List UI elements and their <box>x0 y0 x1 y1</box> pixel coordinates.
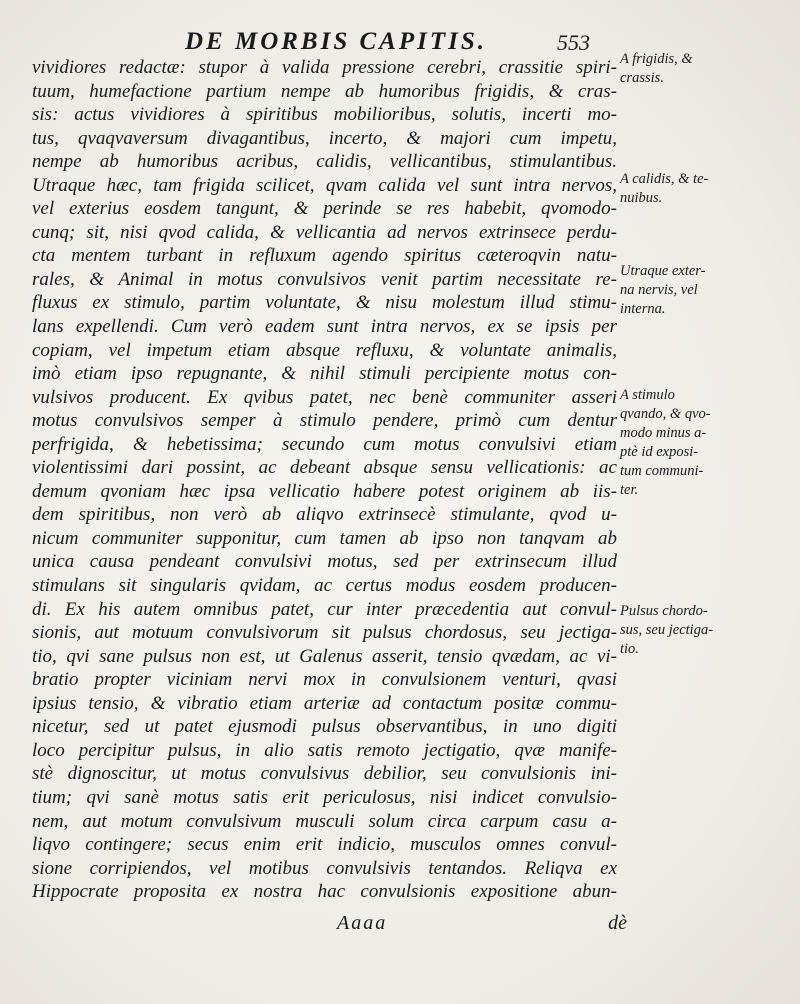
text-line: cunq; sit, nisi qvod calida, & vellicantia ad nervos extrinsece perdu- <box>32 221 617 243</box>
margin-note-line: sus, seu jectiga- <box>620 622 714 638</box>
margin-note-line: A calidis, & te- <box>620 171 709 187</box>
running-head: DE MORBIS CAPITIS. <box>185 28 487 55</box>
text-line: nicetur, sed ut patet ejusmodi pulsus observantibus, in uno digiti <box>32 716 617 738</box>
text-line: tio, qvi sane pulsus non est, ut Galenus asserit, tensio qvædam, ac vi- <box>32 645 617 667</box>
text-line: sis: actus vividiores à spiritibus mobilioribus, solutis, incerti mo- <box>32 104 617 126</box>
text-line: vividiores redactæ: stupor à valida pressione cerebri, crassitie spiri- <box>32 57 617 78</box>
text-line: loco percipitur pulsus, in alio satis remoto jectigatio, qvæ manife- <box>32 739 617 761</box>
margin-note-line: nuibus. <box>620 190 663 206</box>
text-line: lans expellendi. Cum verò eadem sunt intra nervos, ex se ipsis per <box>32 316 617 338</box>
signature-mark: Aaaa <box>337 912 388 934</box>
text-line: fluxus ex stimulo, partim voluntate, & nisu molestum illud stimu- <box>32 292 617 314</box>
margin-notes <box>620 0 800 1004</box>
text-line: bratio propter viciniam nervi mox in convulsionem venturi, qvasi <box>32 669 617 691</box>
text-line: di. Ex his autem omnibus patet, cur inter præcedentia aut convul- <box>32 598 617 620</box>
margin-note-line: ptè id exposi- <box>620 444 699 460</box>
text-line: copiam, vel impetum etiam absque refluxu, & voluntate animalis, <box>32 339 617 361</box>
margin-note-line: ter. <box>620 482 639 498</box>
text-line: sionis, aut motuum convulsivorum sit pulsus chordosus, seu jectiga- <box>32 622 617 644</box>
margin-note-line: A stimulo <box>620 387 675 403</box>
text-line: tium; qvi sanè motus satis erit periculosus, nisi indicet convulsio- <box>32 786 617 808</box>
text-line: nem, aut motum convulsivum musculi solum circa carpum casu a- <box>32 810 617 832</box>
text-line: rales, & Animal in motus convulsivos venit partim necessitate re- <box>32 268 617 290</box>
margin-note-line: tio. <box>620 641 639 657</box>
page-number: 553 <box>557 30 590 55</box>
main-text-block <box>32 56 617 904</box>
text-line: nempe ab humoribus acribus, calidis, vellicantibus, stimulantibus. <box>32 151 617 173</box>
margin-note-line: tum communi- <box>620 463 704 479</box>
text-line: dem spiritibus, non verò ab aliqvo extrinsecè stimulante, qvod u- <box>32 504 617 526</box>
text-line: unica causa pendeant convulsivi motus, sed per extrinsecum illud <box>32 551 617 573</box>
margin-note <box>620 170 740 208</box>
text-line: stè dignoscitur, ut motus convulsivus debilior, seu convulsionis ini- <box>32 763 617 785</box>
text-line: motus convulsivos semper à stimulo pendere, primò cum dentur <box>32 410 617 432</box>
text-line: cta mentem turbant in refluxum agendo spiritus cæteroqvin natu- <box>32 245 617 267</box>
margin-note <box>620 386 740 500</box>
text-line: nicum communiter supponitur, cum tamen ab ipso non tanqvam ab <box>32 527 617 549</box>
text-line: Hippocrate proposita ex nostra hac convulsionis expositione abun- <box>32 881 617 903</box>
text-line: liqvo contingere; secus enim erit indicio, musculos omnes convul- <box>32 834 617 856</box>
margin-note-line: Pulsus chordo- <box>620 603 708 619</box>
margin-note-line: interna. <box>620 301 666 317</box>
text-line: perfrigida, & hebetissima; secundo cum motus convulsivi etiam <box>32 433 617 455</box>
text-line: stimulans sit singularis qvidam, ac certus modus eosdem producen- <box>32 575 617 597</box>
page-header <box>40 28 600 58</box>
text-line: violentissimi dari possint, ac debeant absque sensu vellicationis: ac <box>32 457 617 479</box>
margin-note-line: Utraque exter- <box>620 263 706 279</box>
margin-note-line: na nervis, vel <box>620 282 698 298</box>
text-line: vel exterius eosdem tangunt, & perinde se res habebit, qvomodo- <box>32 198 617 220</box>
text-line: demum qvoniam hæc ipsa vellicatio habere potest originem ab iis- <box>32 480 617 502</box>
margin-note-line: modo minus a- <box>620 425 707 441</box>
margin-note-line: qvando, & qvo- <box>620 406 711 422</box>
text-line: tus, qvaqvaversum divagantibus, incerto, & majori cum impetu, <box>32 127 617 149</box>
margin-note <box>620 50 740 88</box>
text-line: tuum, humefactione partium nempe ab humoribus frigidis, & cras- <box>32 80 617 102</box>
text-line: ipsius tensio, & vibratio etiam arteriæ ad contactum positæ commu- <box>32 692 617 714</box>
text-line: sione corripiendos, vel motibus convulsivis tentandos. Reliqva ex <box>32 857 617 879</box>
text-line: imò etiam ipso repugnante, & nihil stimuli percipiente motus con- <box>32 363 617 385</box>
page-footer <box>32 912 627 942</box>
text-line: vulsivos producent. Ex qvibus patet, nec benè communiter asseri <box>32 386 617 408</box>
margin-note-line: crassis. <box>620 70 664 86</box>
margin-note-line: A frigidis, & <box>620 51 693 67</box>
margin-note <box>620 262 740 319</box>
margin-note <box>620 602 740 659</box>
text-line: Utraque hæc, tam frigida scilicet, qvam calida vel sunt intra nervos, <box>32 174 617 196</box>
catchword: dè <box>608 912 627 934</box>
